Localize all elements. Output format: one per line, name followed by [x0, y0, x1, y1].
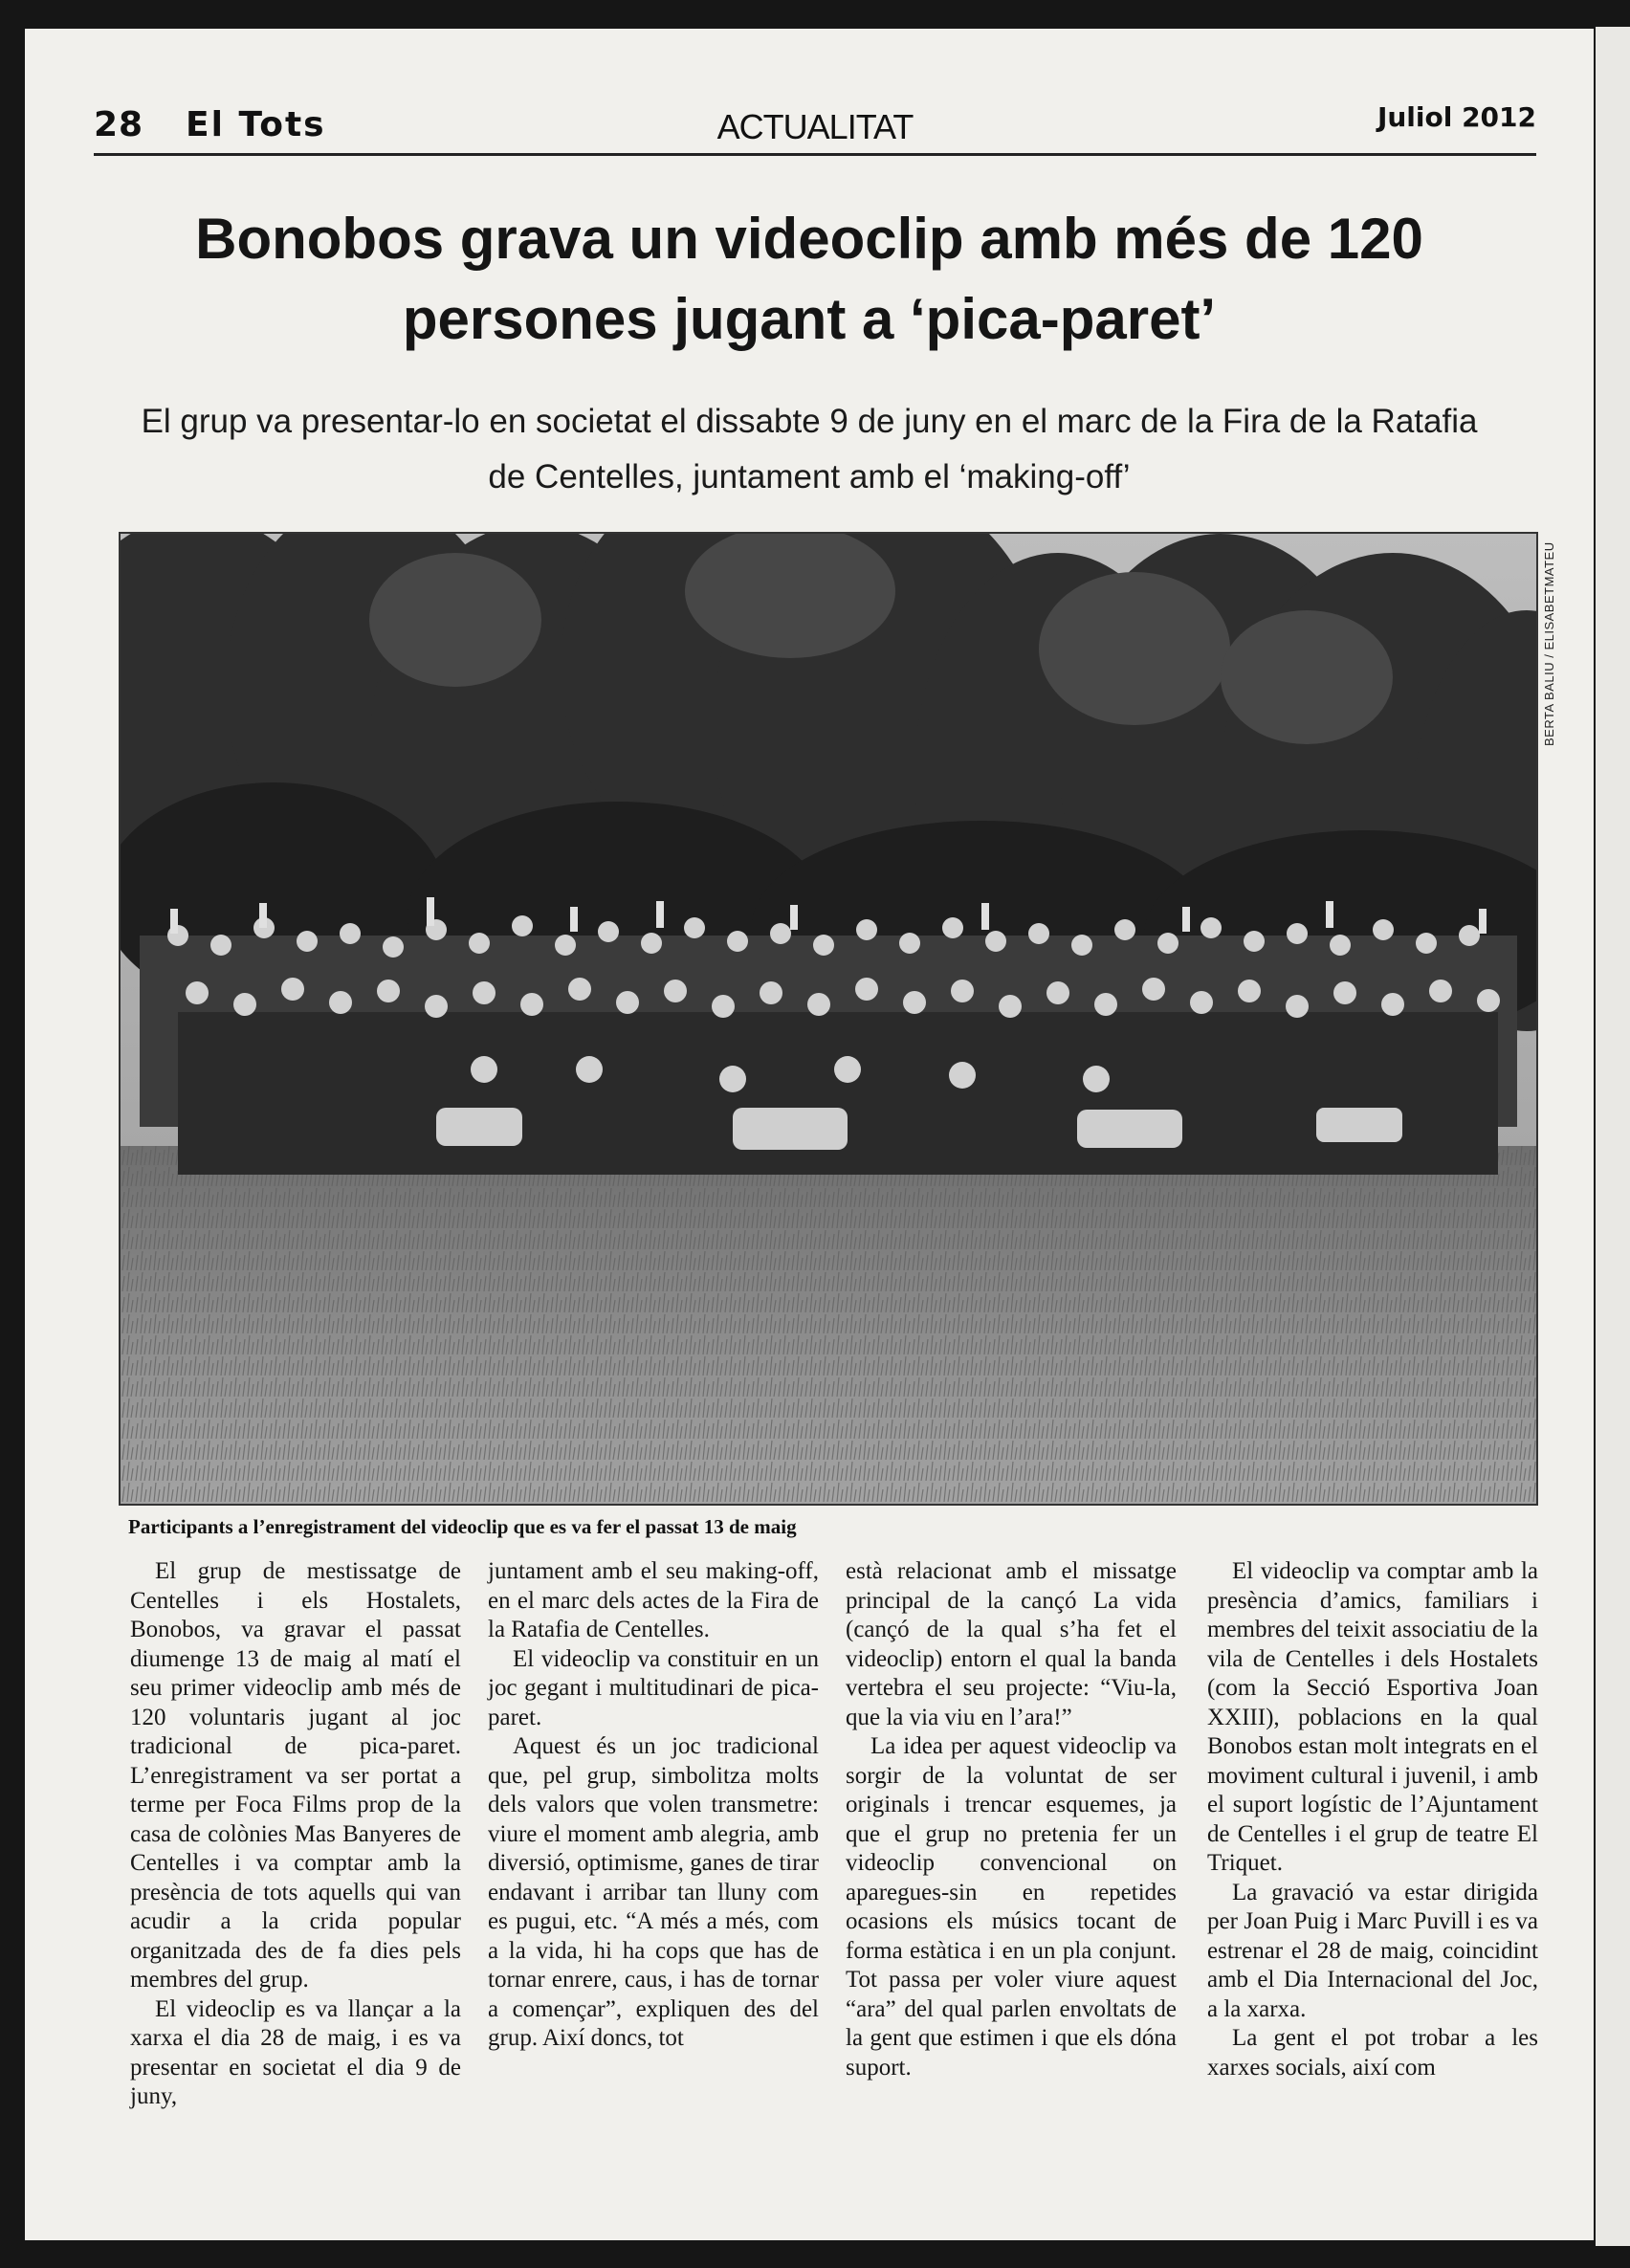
page-number: 28 — [94, 105, 144, 144]
article-column-2 — [488, 1557, 819, 2054]
issue-date: Juliol 2012 — [1377, 101, 1536, 133]
photo-credit: BERTA BALIU / ELISABETMATEU — [1542, 541, 1556, 746]
section-title: ACTUALITAT — [716, 107, 914, 146]
photo-caption: Participants a l’enregistrament del videoclip que es va fer el passat 13 de maig — [128, 1515, 797, 1538]
paragraph: juntament amb el seu making-off, en el marc dels actes de la Fira de la Ratafia de Centelles. — [488, 1558, 819, 1642]
paragraph: El videoclip va constituir en un joc gegant i multitudinari de pica-paret. — [488, 1645, 819, 1730]
paragraph: La idea per aquest videoclip va sorgir de la voluntat de ser originals i trencar esquemes, ja que el grup no pretenia fer un videoclip convencional on aparegues-sin en repetides ocasions els músics tocant de forma estàtica i en un pla conjunt. Tot passa per voler viure aquest “ara” del qual parlen envoltats de la gent que estimen i que els dóna suport. — [846, 1733, 1177, 2081]
publication-name: El Tots — [186, 105, 326, 144]
article-headline: Bonobos grava un videoclip amb més de 120 persones jugant a ‘pica-paret’ — [195, 207, 1423, 351]
paragraph: El videoclip va comptar amb la presència d’amics, familiars i membres del teixit associatiu de la vila de Centelles i dels Hostalets (com la Secció Esportiva Joan XXIII), poblacions en la qual Bonobos estan molt integrats en el moviment cultural i juvenil, i amb el suport logístic de l’Ajuntament de Centelles i el grup de teatre El Triquet. — [1207, 1558, 1538, 1876]
article-column-4 — [1207, 1557, 1538, 2082]
paragraph: La gravació va estar dirigida per Joan Puig i Marc Puvill i es va estrenar el 28 de maig, coincidint amb el Dia Internacional del Joc, a la xarxa. — [1207, 1879, 1538, 2022]
paragraph: El videoclip es va llançar a la xarxa el dia 28 de maig, i es va presentar en societat el dia 9 de juny, — [130, 1995, 461, 2109]
paragraph: El grup de mestissatge de Centelles i els Hostalets, Bonobos, va gravar el passat diumenge 13 de maig al matí el seu primer videoclip amb més de 120 voluntaris jugant al joc tradicional de pica-paret. L’enregistrament va ser portat a terme per Foca Films prop de la casa de colònies Mas Banyeres de Centelles i va comptar amb la presència de tots aquells qui van acudir a la crida popular organitzada des de fa dies pels membres del grup. — [130, 1558, 461, 1993]
adjacent-page-edge — [1596, 27, 1630, 2246]
newspaper-page — [25, 29, 1594, 2240]
paragraph: Aquest és un joc tradicional que, pel grup, simbolitza molts dels valors que volen transmetre: viure el moment amb alegria, amb diversió, optimisme, ganes de tirar endavant i arribar tan lluny com es pugui, etc. “A més a més, com a la vida, hi ha cops que has de tornar enrere, caus, i has de tornar a començar”, expliquen des del grup. Així doncs, tot — [488, 1733, 819, 2051]
article-subheadline: El grup va presentar-lo en societat el dissabte 9 de juny en el marc de la Fira de la Ratafia de Centelles, juntament amb el ‘making-off’ — [141, 403, 1478, 495]
page-header — [94, 84, 1536, 156]
photo-illustration — [121, 534, 1538, 1506]
group-photo — [119, 532, 1538, 1506]
paragraph: està relacionat amb el missatge principal de la cançó La vida (cançó de la qual s’ha fet el videoclip) entorn el qual la banda vertebra el seu projecte: “Viu-la, que la via viu en l’ara!” — [846, 1558, 1177, 1730]
article-column-3 — [846, 1557, 1177, 2082]
article-column-1 — [130, 1557, 461, 2112]
paragraph: La gent el pot trobar a les xarxes socials, així com — [1207, 2025, 1538, 2081]
